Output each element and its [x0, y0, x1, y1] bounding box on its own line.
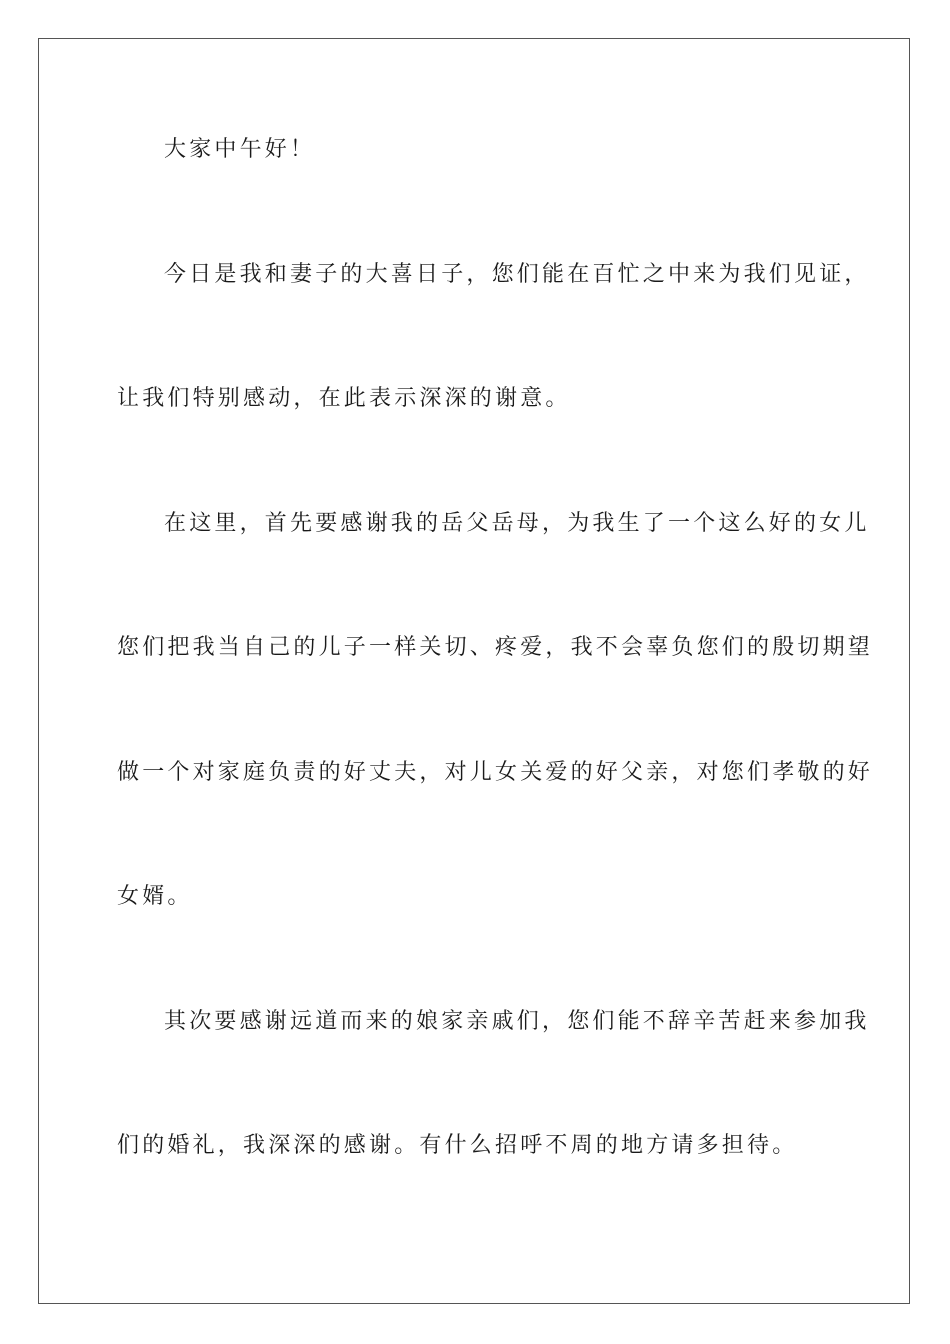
paragraph-2-line-4: 女婿。 [117, 884, 193, 909]
paragraph-3-line-2: 们的婚礼，我深深的感谢。有什么招呼不周的地方请多担待。 [117, 1133, 798, 1158]
paragraph-1-line-1: 今日是我和妻子的大喜日子，您们能在百忙之中来为我们见证， [164, 262, 870, 287]
page-border [38, 38, 910, 1304]
paragraph-2-line-2: 您们把我当自己的儿子一样关切、疼爱，我不会辜负您们的殷切期望 [117, 635, 874, 660]
paragraph-2-line-3: 做一个对家庭负责的好丈夫，对儿女关爱的好父亲，对您们孝敬的好 [117, 760, 874, 785]
paragraph-3-line-1: 其次要感谢远道而来的娘家亲戚们，您们能不辞辛苦赶来参加我 [164, 1009, 870, 1034]
paragraph-2-line-1: 在这里，首先要感谢我的岳父岳母，为我生了一个这么好的女儿 [164, 511, 870, 536]
paragraph-1-line-2: 让我们特别感动，在此表示深深的谢意。 [117, 386, 571, 411]
greeting-line: 大家中午好！ [164, 137, 316, 162]
